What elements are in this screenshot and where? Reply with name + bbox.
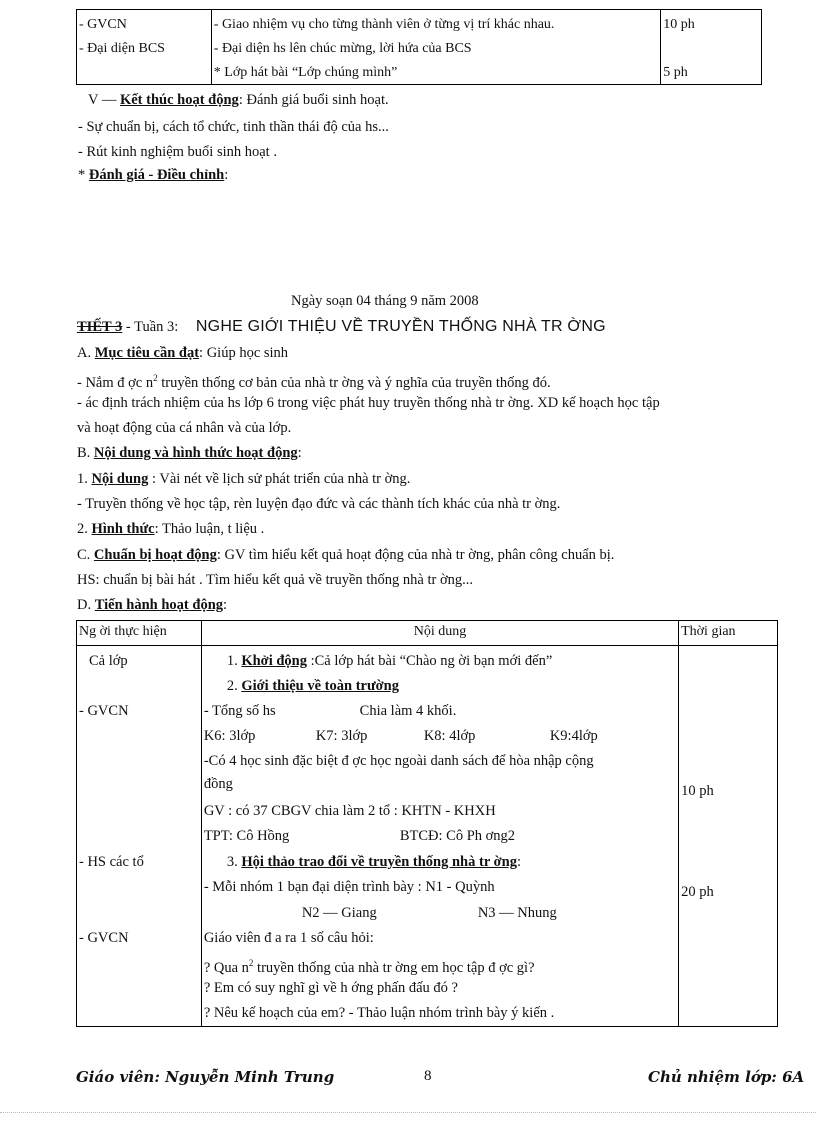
section-v-heading: V — Kết thúc hoạt động: Đánh giá buổi sinh hoạt. — [88, 92, 389, 108]
header-performer: Ng ời thực hiện — [77, 621, 202, 646]
section-a-line: và hoạt động của cá nhân và của lớp. — [77, 420, 292, 436]
content-line: 3. Hội thảo trao đổi về truyền thống nhà tr ờng: — [226, 854, 521, 870]
footer-teacher: Giáo viên: Nguyễn Minh Trung — [76, 1068, 335, 1086]
who-cell: - Đại diện BCS — [79, 41, 165, 56]
performer: - GVCN — [79, 930, 129, 946]
performer: - HS các tổ — [79, 854, 144, 870]
content-line: ? Em có suy nghĩ gì về h ớng phấn đấu đó ? — [203, 980, 458, 996]
content-line: 1. Khởi động :Cả lớp hát bài “Chào ng ời bạn mới đến” — [226, 653, 553, 669]
content-line: N2 — Giang N3 — Nhung — [301, 905, 557, 921]
content-line: K6: 3lớp K7: 3lớp K8: 4lớp K9:4lớp — [203, 728, 598, 744]
header-time: Thời gian — [679, 621, 778, 646]
content-line: Giáo viên đ a ra 1 số câu hỏi: — [203, 930, 374, 946]
content-line: ? Qua $n^2$ truyền thống của nhà tr ờng em học tập đ ợc gì? — [203, 958, 535, 976]
page-number: 8 — [424, 1068, 432, 1084]
section-v-line: - Sự chuẩn bị, cách tổ chức, tinh thần thái độ của hs... — [78, 119, 389, 135]
lesson-heading: NGHE GIỚI THIỆU VỀ TRUYỀN THỐNG NHÀ TR ỜNG — [195, 318, 606, 335]
date-line: Ngày soạn 04 tháng 9 năm 2008 — [291, 293, 479, 309]
section-b-item: 1. Nội dung : Vài nét về lịch sử phát triển của nhà tr ờng. — [77, 471, 411, 487]
lesson-title — [77, 318, 606, 336]
evaluation-heading: * Đánh giá - Điều chỉnh: — [78, 167, 229, 183]
section-b-line: - Truyền thống về học tập, rèn luyện đạo đức và các thành tích khác của nhà tr ờng. — [77, 496, 561, 512]
section-b-item: 2. Hình thức: Thảo luận, t liệu . — [77, 521, 265, 537]
time-value: 20 ph — [681, 884, 714, 900]
content-line: -Có 4 học sinh đặc biệt đ ợc học ngoài danh sách để hòa nhập cộng — [203, 753, 594, 769]
lesson-number: TIẾT 3 — [77, 319, 123, 335]
footer-class: Chủ nhiệm lớp: 6A — [648, 1068, 805, 1086]
content-line: - Mỗi nhóm 1 bạn đại diện trình bày : N1 - Quỳnh — [203, 879, 495, 895]
activity-table — [76, 620, 778, 1027]
section-a-heading: A. Mục tiêu cần đạt: Giúp học sinh — [77, 345, 289, 361]
section-a-line: - ác định trách nhiệm của hs lớp 6 trong việc phát huy truyền thống nhà tr ờng. XD kế hoạch học tập — [77, 395, 660, 411]
content-line: TPT: Cô Hồng BTCĐ: Cô Ph ơng2 — [203, 828, 516, 844]
content-line: GV : có 37 CBGV chia làm 2 tổ : KHTN - KHXH — [203, 803, 496, 819]
content-line: - Tổng số hs Chia làm 4 khối. — [203, 703, 457, 719]
section-v-line: - Rút kinh nghiệm buổi sinh hoạt . — [78, 144, 277, 160]
time-cell: 10 ph — [663, 17, 695, 32]
section-c-line: HS: chuẩn bị bài hát . Tìm hiểu kết quả về truyền thống nhà tr ờng... — [77, 572, 474, 588]
performer: Cả lớp — [89, 653, 128, 669]
who-cell: - GVCN — [79, 17, 127, 32]
header-content: Nội dung — [201, 621, 678, 646]
section-a-line: - Nắm đ ợc $n^2$ truyền thống cơ bản của nhà tr ờng và ý nghĩa của truyền thống đó. — [77, 373, 551, 391]
section-b-heading: B. Nội dung và hình thức hoạt động: — [77, 445, 302, 461]
content-cell: - Đại diện hs lên chúc mừng, lời hứa của BCS — [213, 41, 472, 56]
content-line: đồng — [203, 776, 233, 792]
table-row — [77, 10, 762, 85]
section-c-heading: C. Chuẩn bị hoạt động: GV tìm hiểu kết quả hoạt động của nhà tr ờng, phân công chuẩn bị. — [77, 547, 615, 563]
lesson-week: - Tuần 3: — [122, 319, 179, 335]
content-line: 2. Giới thiệu về toàn trường — [226, 678, 400, 694]
content-cell: * Lớp hát bài “Lớp chúng mình” — [213, 65, 398, 80]
time-value: 10 ph — [681, 783, 714, 799]
table-header-row — [77, 621, 778, 646]
table-row — [77, 646, 778, 1027]
performer: - GVCN — [79, 703, 129, 719]
top-table — [76, 9, 762, 85]
content-line: ? Nêu kế hoạch của em? - Thảo luận nhóm trình bày ý kiến . — [203, 1005, 555, 1021]
time-cell: 5 ph — [663, 65, 688, 80]
section-d-heading: D. Tiến hành hoạt động: — [77, 597, 228, 613]
content-cell: - Giao nhiệm vụ cho từng thành viên ở từng vị trí khác nhau. — [213, 17, 555, 32]
footer-divider — [0, 1112, 816, 1113]
